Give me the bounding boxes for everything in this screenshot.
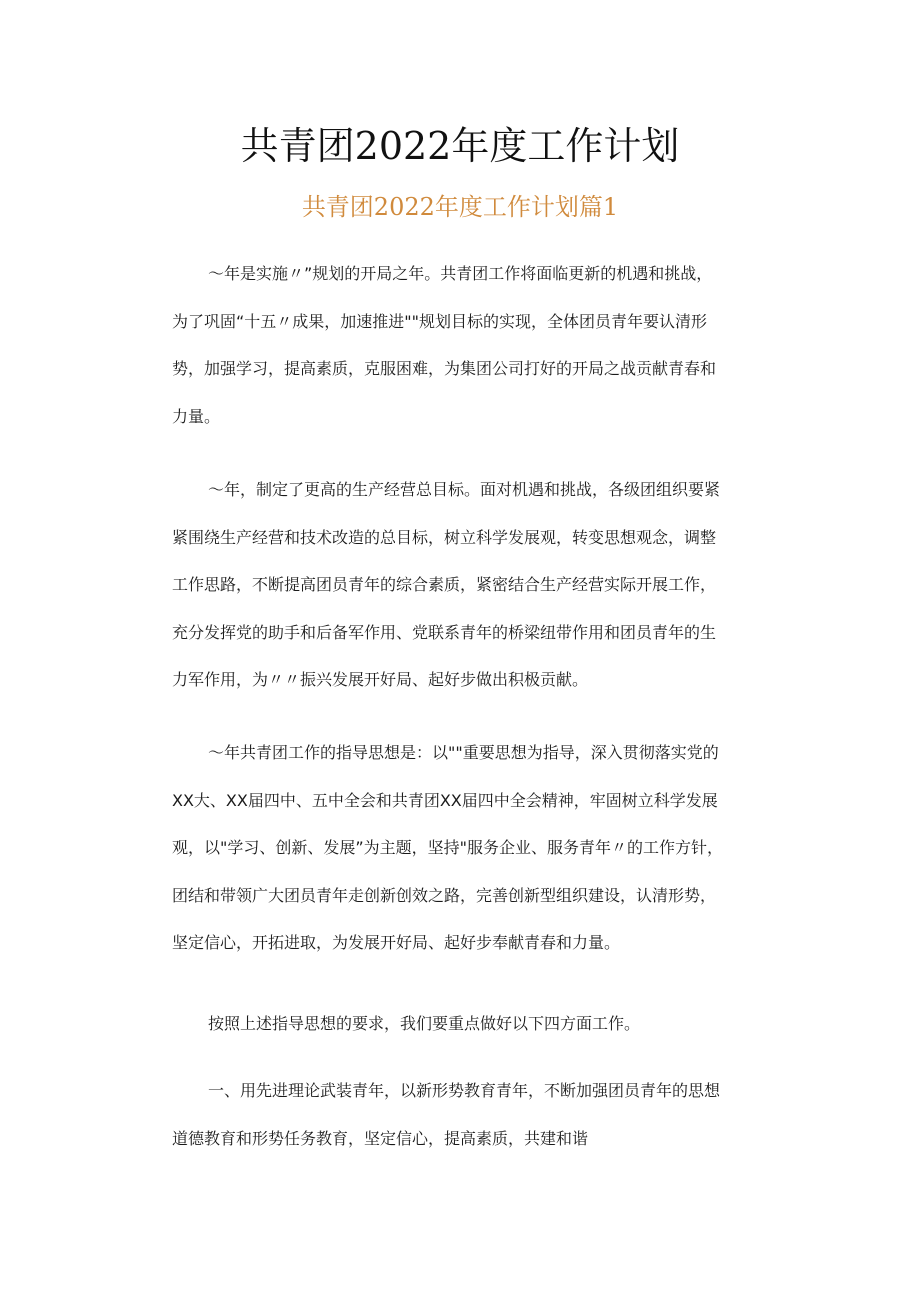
paragraph-line: 观，以"学习、创新、发展”为主题，坚持"服务企业、服务青年〃的工作方针， [172, 838, 724, 857]
paragraph-line: 为了巩固“十五〃成果，加速推进""规划目标的实现，全体团员青年要认清形 [172, 311, 708, 331]
paragraph-3 [172, 729, 772, 967]
paragraph-line: 坚定信心，开拓进取，为发展开好局、起好步奉献青春和力量。 [172, 933, 621, 952]
paragraph-line: 团结和带领广大团员青年走创新创效之路，完善创新型组织建设，认清形势， [172, 885, 717, 905]
paragraph-line: 力量。 [172, 406, 221, 426]
paragraph-1 [172, 250, 772, 440]
paragraph-5 [172, 1067, 772, 1162]
paragraph-4 [172, 1000, 772, 1048]
paragraph-line: 一、用先进理论武装青年，以新形势教育青年，不断加强团员青年的思想 [208, 1081, 721, 1100]
paragraph-line: 道德教育和形势任务教育，坚定信心，提高素质，共建和谐 [172, 1128, 589, 1148]
document-subtitle: 共青团2022年度工作计划篇1 [301, 193, 619, 221]
paragraph-line: 工作思路，不断提高团员青年的综合素质，紧密结合生产经营实际开展工作， [172, 575, 717, 594]
paragraph-line: 按照上述指导思想的要求，我们要重点做好以下四方面工作。 [208, 1014, 641, 1033]
paragraph-line: 紧围绕生产经营和技术改造的总目标，树立科学发展观，转变思想观念，调整 [172, 527, 717, 547]
paragraph-line: XX大、XX届四中、五中全会和共青团XX届四中全会精神，牢固树立科学发展 [172, 790, 718, 810]
paragraph-line: ～年是实施〃”规划的开局之年。共青团工作将面临更新的机遇和挑战， [208, 264, 713, 283]
paragraph-line: ～年共青团工作的指导思想是：以""重要思想为指导，深入贯彻落实党的 [208, 743, 719, 762]
document-title: 共青团2022年度工作计划 [240, 124, 680, 168]
paragraph-line: ～年，制定了更高的生产经营总目标。面对机遇和挑战，各级团组织要紧 [208, 480, 721, 499]
paragraph-line: 充分发挥党的助手和后备军作用、党联系青年的桥梁纽带作用和团员青年的生 [172, 622, 717, 642]
paragraph-line: 力军作用，为〃〃振兴发展开好局、起好步做出积极贡献。 [172, 670, 589, 689]
paragraph-2 [172, 466, 772, 704]
paragraph-line: 势，加强学习，提高素质，克服困难，为集团公司打好的开局之战贡献青春和 [172, 359, 717, 378]
